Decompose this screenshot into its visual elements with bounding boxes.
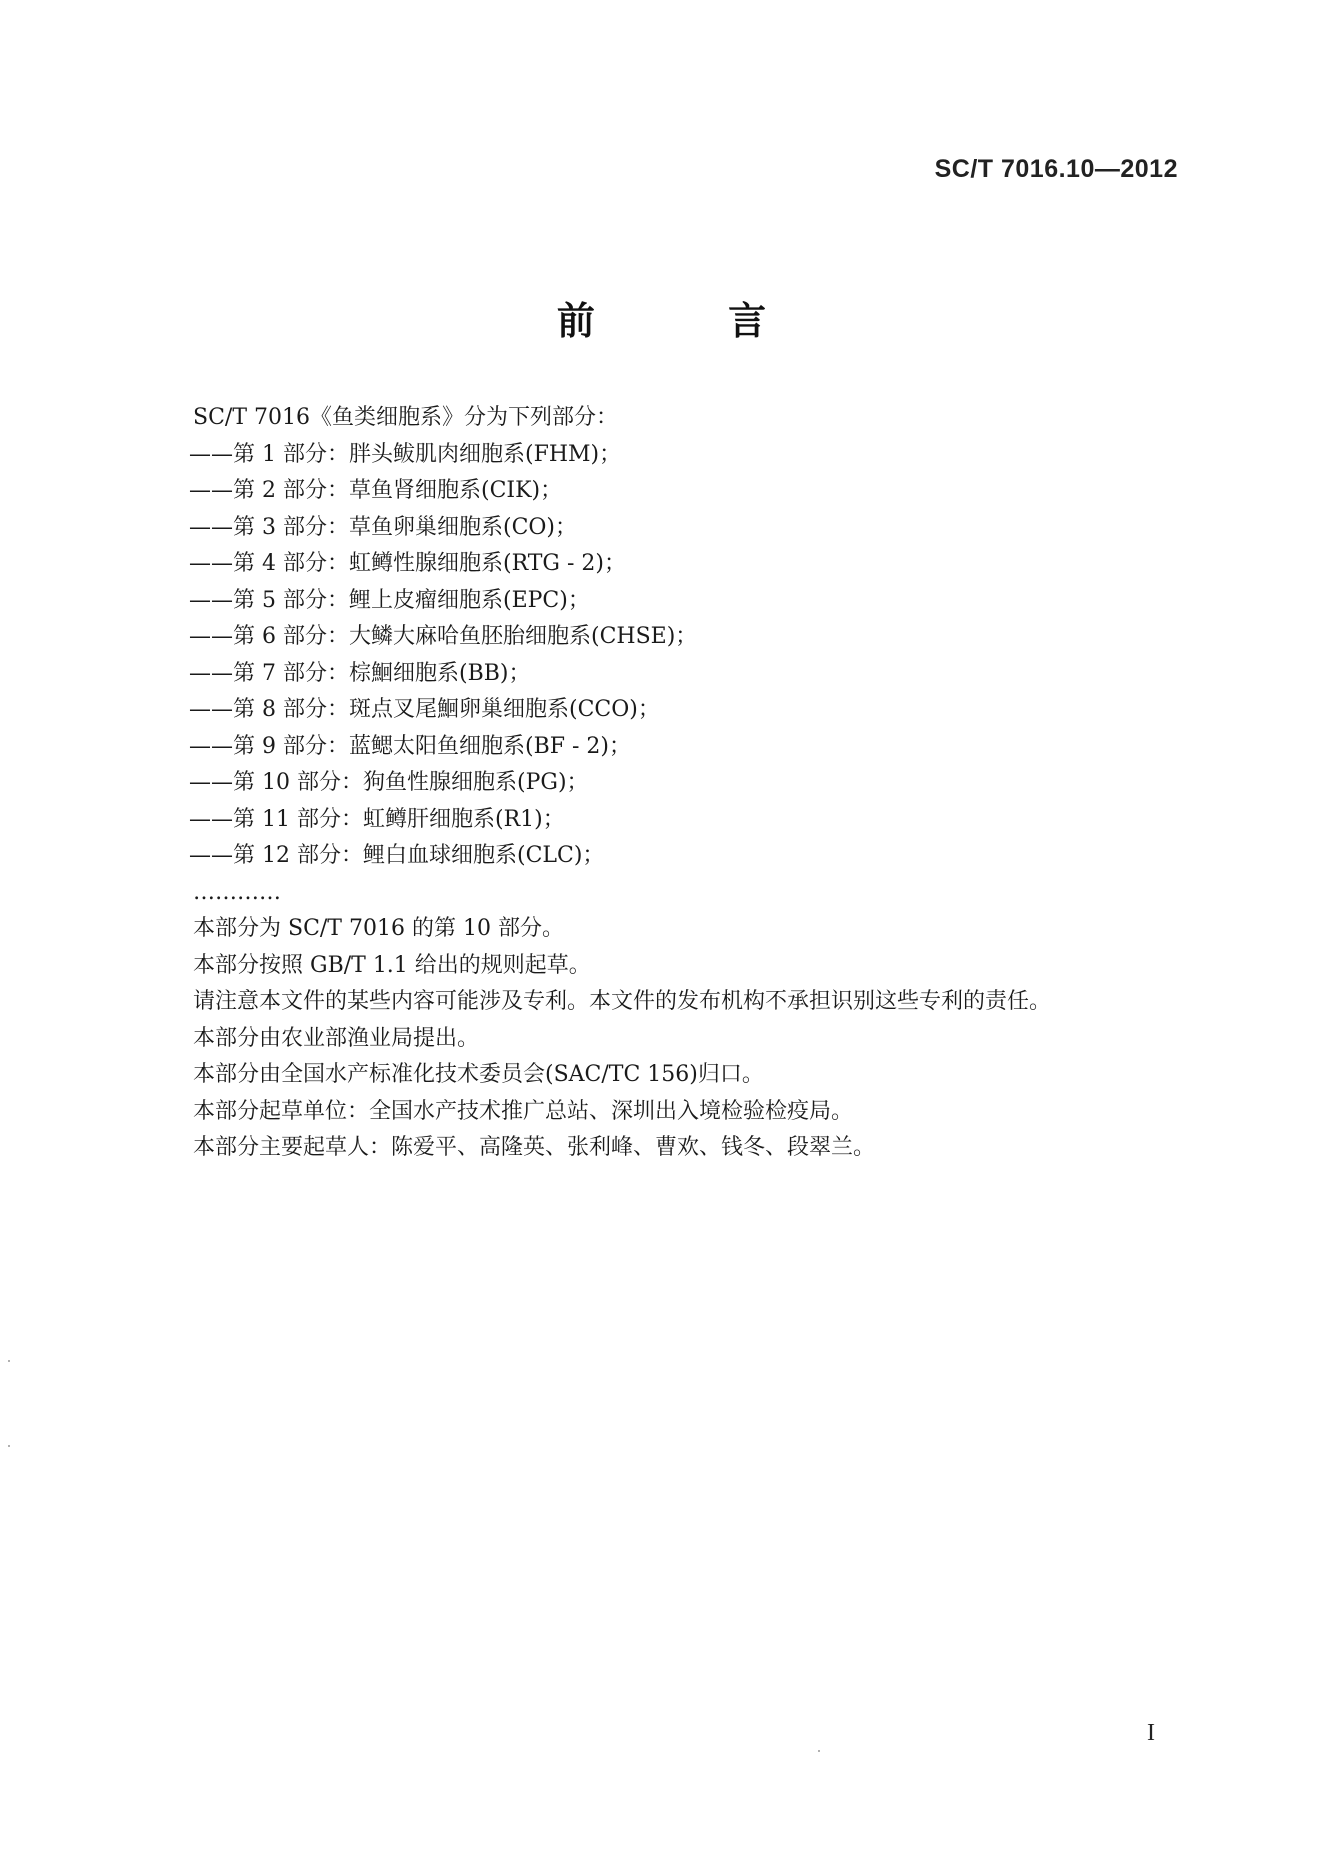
parts-list	[189, 437, 1153, 875]
list-item: ——第 11 部分：虹鳟肝细胞系(R1)；	[189, 806, 565, 832]
intro-line: SC/T 7016《鱼类细胞系》分为下列部分：	[193, 405, 618, 430]
note-line: 本部分为 SC/T 7016 的第 10 部分。	[193, 916, 564, 941]
note-line: 请注意本文件的某些内容可能涉及专利。本文件的发布机构不承担识别这些专利的责任。	[193, 989, 1052, 1014]
list-item: ——第 5 部分：鲤上皮瘤细胞系(EPC)；	[189, 587, 590, 613]
scan-speck	[8, 1445, 10, 1447]
list-item: ——第 8 部分：斑点叉尾鮰卵巢细胞系(CCO)；	[189, 697, 660, 722]
scan-speck	[818, 1750, 820, 1752]
note-line: 本部分按照 GB/T 1.1 给出的规则起草。	[193, 952, 591, 978]
list-item: ——第 9 部分：蓝鳃太阳鱼细胞系(BF - 2)；	[189, 733, 631, 759]
list-item: ——第 10 部分：狗鱼性腺细胞系(PG)；	[189, 770, 589, 795]
page-title: 前 言	[556, 299, 827, 343]
list-item: ——第 7 部分：棕鮰细胞系(BB)；	[189, 660, 531, 686]
list-item: ——第 6 部分：大鳞大麻哈鱼胚胎细胞系(CHSE)；	[189, 624, 698, 649]
note-line: 本部分由全国水产标准化技术委员会(SAC/TC 156)归口。	[193, 1062, 764, 1087]
scan-speck	[8, 1360, 10, 1362]
list-item: ——第 4 部分：虹鳟性腺细胞系(RTG - 2)；	[189, 551, 626, 576]
page-number: I	[1147, 1720, 1155, 1746]
note-line: 本部分由农业部渔业局提出。	[193, 1025, 480, 1051]
list-ellipsis: …………	[193, 879, 281, 905]
note-line: 本部分主要起草人：陈爱平、高隆英、张利峰、曹欢、钱冬、段翠兰。	[193, 1135, 876, 1160]
list-item: ——第 1 部分：胖头鲅肌肉细胞系(FHM)；	[189, 441, 622, 467]
document-code: SC/T 7016.10—2012	[934, 155, 1178, 183]
list-item: ——第 2 部分：草鱼肾细胞系(CIK)；	[189, 478, 563, 503]
note-line: 本部分起草单位：全国水产技术推广总站、深圳出入境检验检疫局。	[193, 1098, 854, 1124]
list-item: ——第 12 部分：鲤白血球细胞系(CLC)；	[189, 843, 605, 868]
foreword-body	[189, 400, 1153, 1167]
list-item: ——第 3 部分：草鱼卵巢细胞系(CO)；	[189, 514, 578, 540]
notes-list	[193, 911, 1153, 1167]
